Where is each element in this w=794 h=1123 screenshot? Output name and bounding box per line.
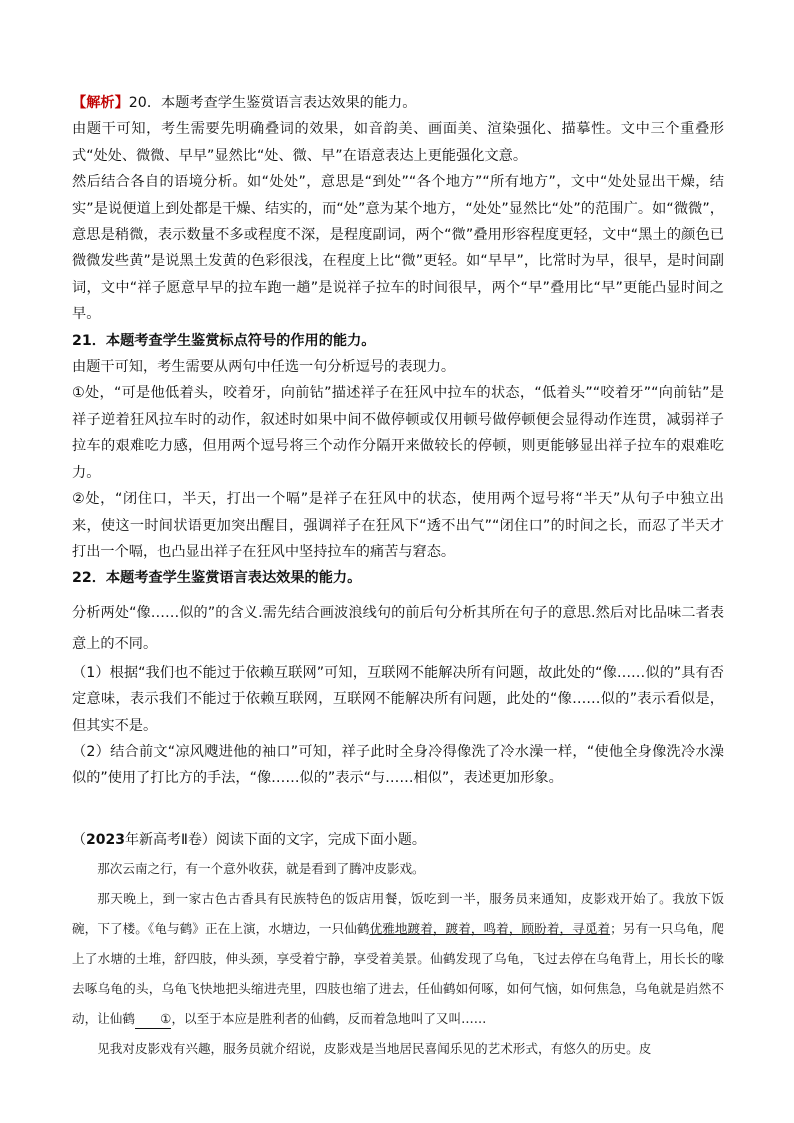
q20-paragraph-2: 然后结合各自的语境分析。如“处处”，意思是“到处”“各个地方”“所有地方”，文中“处处显出干燥，结实”是说便道上到处都是干燥、结实的，而“处”意为某个地方，“处处”显然比“处”的范围广。如“微微”，意思是稍微，表示数量不多或程度不深，是程度副词，两个“微”叠用形容程度更轻，文中“黑土的颜色已微微发些黄”是说黑土发黄的色彩很浅，在程度上比“微”更轻。如“早早”，比常时为早，很早，是时间副词，文中“祥子愿意早早的拉车跑一趟”是说祥子拉车的时间很早，两个“早”叠用比“早”更能凸显时间之早。 [72, 174, 724, 323]
q22-paragraph-3: （2）结合前文“凉风飕进他的袖口”可知，祥子此时全身冷得像洗了冷水澡一样，“使他全身像洗冷水澡似的”使用了打比方的手法，“像……似的”表示“与……相似”，表述更加形象。 [72, 743, 724, 787]
q22-paragraph-1: 分析两处“像……似的”的含义.需先结合画波浪线句的前后句分析其所在句子的意思.然后对比品味二者表意上的不同。 [72, 604, 724, 652]
story-paragraph-3: 见我对皮影戏有兴趣，服务员就介绍说，皮影戏是当地居民喜闻乐见的艺术形式，有悠久的历史。皮 [97, 1040, 652, 1056]
story-paragraph-2: 那天晚上，到一家古色古香具有民族特色的饭店用餐，饭吃到一半，服务员来通知，皮影戏开始了。我放下饭碗，下了楼。《龟与鹤》正在上演，水塘边，一只仙鹤优雅地踱着，踱着，鸣着，顾盼着，寻觅着；另有一只乌龟，爬上了水塘的土堆，舒四肢，伸头颈，享受着宁静，享受着美景。仙鹤发现了乌龟，飞过去停在乌龟背上，用长长的喙去啄乌龟的头，乌龟飞快地把头缩进壳里，四肢也缩了进去，任仙鹤如何啄，如何气恼，如何焦急，乌龟就是岿然不动，让仙鹤 ①，以至于本应是胜利者的仙鹤，反而着急地叫了又叫…… [72, 884, 724, 1034]
q21-heading: 21．本题考查学生鉴赏标点符号的作用的能力。 [72, 332, 376, 349]
analysis-tag: 【解析】 [72, 95, 129, 111]
document-page [72, 90, 724, 1064]
q20-heading [72, 90, 724, 116]
q20-paragraph-1: 由题干可知，考生需要先明确叠词的效果，如音韵美、画面美、渲染强化、描摹性。文中三个重叠形式“处处、微微、早早”显然比“处、微、早”在语意表达上更能强化文意。 [72, 121, 724, 164]
story-paragraph-1: 那次云南之行，有一个意外收获，就是看到了腾冲皮影戏。 [97, 860, 425, 876]
underlined-phrase: 优雅地踱着，踱着，鸣着，顾盼着，寻觅着 [369, 920, 611, 936]
q22-paragraph-2: （1）根据“我们也不能过于依赖互联网”可知，互联网不能解决所有问题，故此处的“像……似的”具有否定意味，表示我们不能过于依赖互联网，互联网不能解决所有问题，此处的“像……似的”表示看似是，但其实不是。 [72, 664, 724, 734]
q21-paragraph-1: 由题干可知，考生需要从两句中任选一句分析逗号的表现力。 [72, 359, 456, 376]
q21-paragraph-2: ①处，“可是他低着头，咬着牙，向前钻”描述祥子在狂风中拉车的状态，“低着头”“咬着牙”“向前钻”是祥子逆着狂风拉车时的动作，叙述时如果中间不做停顿或仅用顿号做停顿便会显得动作连贯，减弱祥子拉车的艰难吃力感，但用两个逗号将三个动作分隔开来做较长的停顿，则更能够显出祥子拉车的艰难吃力。 [72, 385, 724, 481]
q22-heading: 22．本题考查学生鉴赏语言表达效果的能力。 [72, 570, 362, 587]
blank-1: ① [135, 1010, 171, 1029]
exam-source-line: （2023年新高考Ⅱ卷）阅读下面的文字，完成下面小题。 [72, 831, 426, 848]
exam-year: 2023 [86, 831, 125, 848]
q21-paragraph-3: ②处，“闭住口，半天，打出一个嗝”是祥子在狂风中的状态，使用两个逗号将“半天”从句子中独立出来，使这一时间状语更加突出醒目，强调祥子在狂风下“透不出气”“闭住口”的时间之长，而忍了半天才打出一个嗝，也凸显出祥子在狂风中坚持拉车的痛苦与窘态。 [72, 491, 724, 560]
q20-head-text: 20．本题考查学生鉴赏语言表达效果的能力。 [128, 95, 417, 111]
